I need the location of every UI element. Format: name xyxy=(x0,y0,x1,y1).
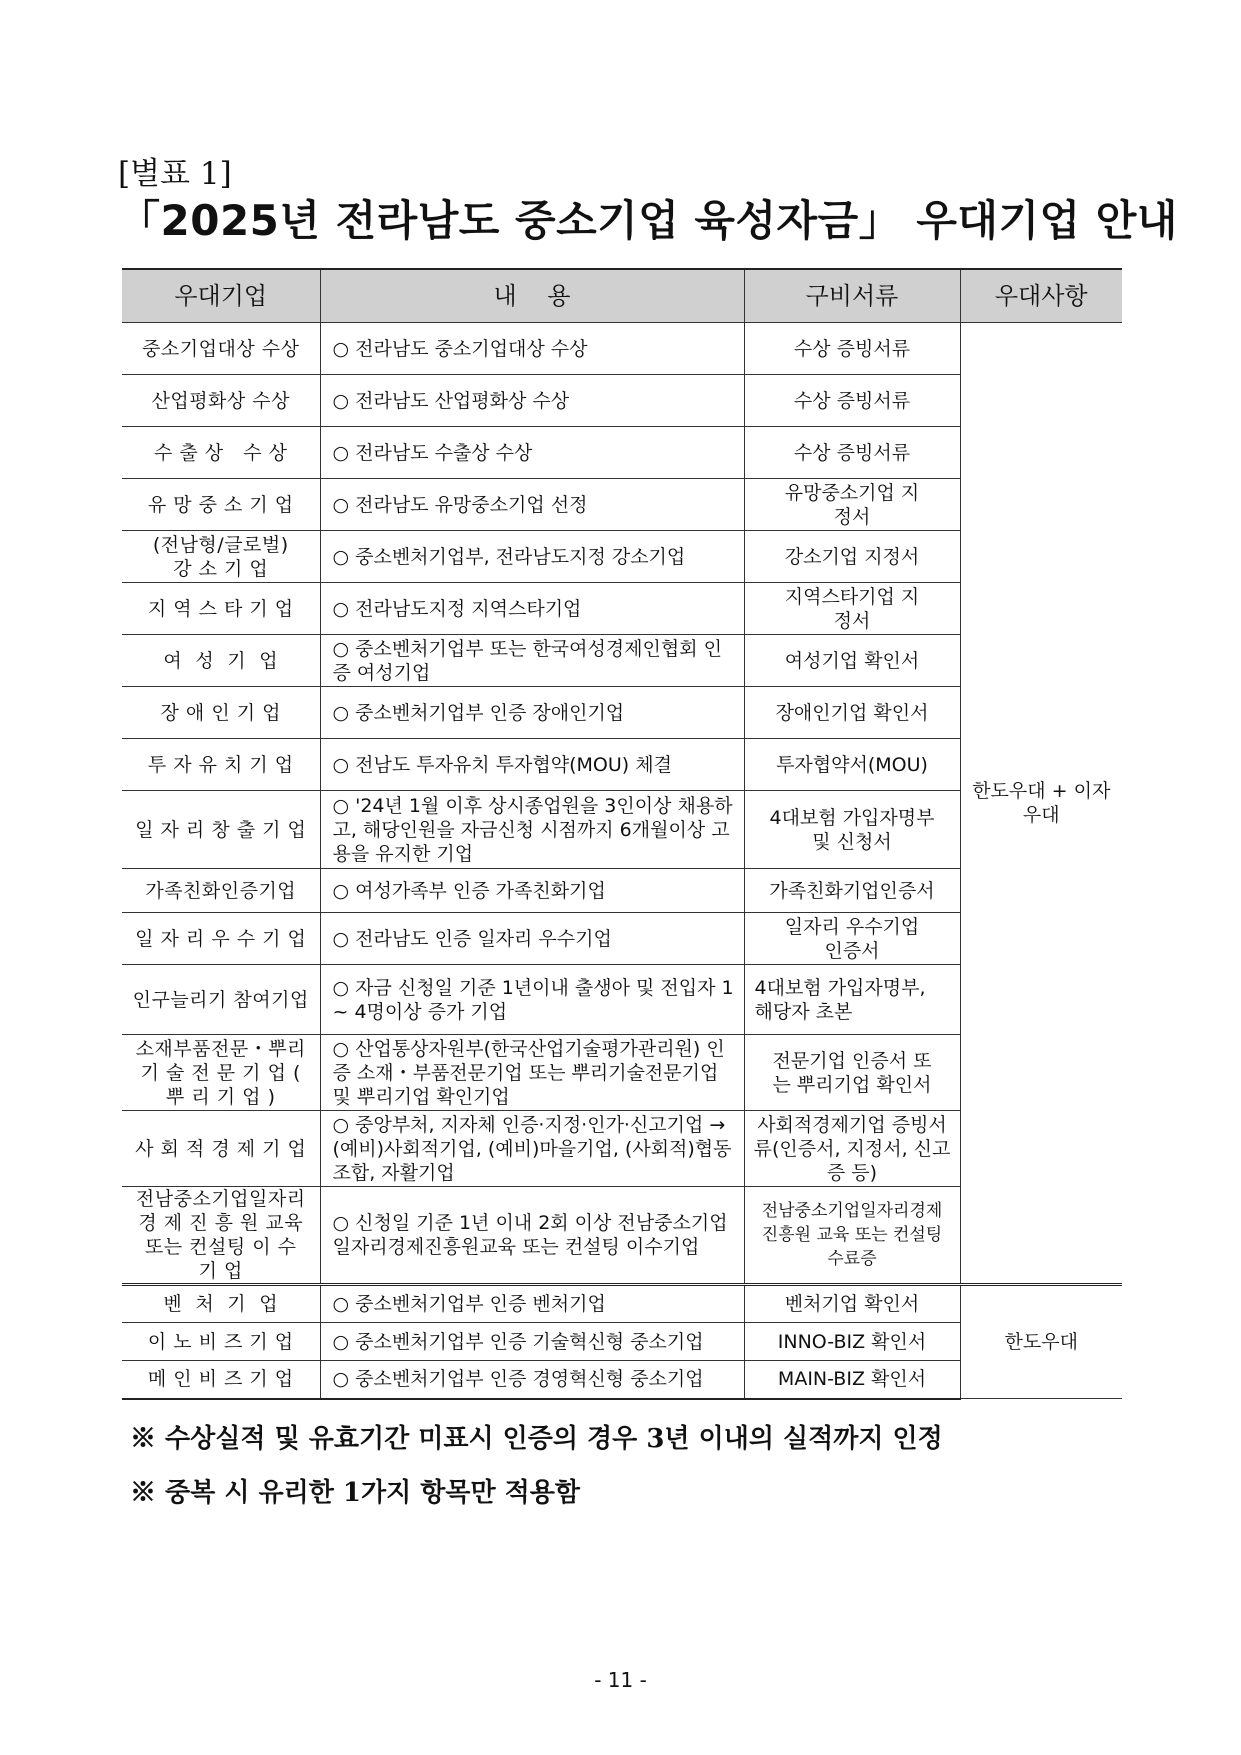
company-cell: 중소기업대상 수상 xyxy=(122,323,320,375)
docs-cell: 수상 증빙서류 xyxy=(744,427,960,479)
content-cell: ○ 중앙부처, 지자체 인증·지정·인가·신고기업 → (예비)사회적기업, (예비)마을기업, (사회적)협동조합, 자활기업 xyxy=(320,1111,744,1187)
company-cell: 유 망 중 소 기 업 xyxy=(122,479,320,531)
content-cell: ○ 신청일 기준 1년 이내 2회 이상 전남중소기업일자리경제진흥원교육 또는 컨설팅 이수기업 xyxy=(320,1187,744,1285)
content-cell: ○ 전남도 투자유치 투자협약(MOU) 체결 xyxy=(320,739,744,791)
docs-cell: 여성기업 확인서 xyxy=(744,635,960,687)
company-cell: 메 인 비 즈 기 업 xyxy=(122,1361,320,1399)
page-title: 「2025년 전라남도 중소기업 육성자금」 우대기업 안내 xyxy=(118,196,1178,245)
docs-cell: 4대보험 가입자명부 및 신청서 xyxy=(744,791,960,869)
company-cell: 이 노 비 즈 기 업 xyxy=(122,1323,320,1361)
column-header-docs: 구비서류 xyxy=(744,269,960,323)
docs-cell: INNO-BIZ 확인서 xyxy=(744,1323,960,1361)
company-cell: 수 출 상 수 상 xyxy=(122,427,320,479)
content-cell: ○ 중소벤처기업부 인증 장애인기업 xyxy=(320,687,744,739)
annex-label: [별표 1] xyxy=(118,156,232,192)
docs-cell: 장애인기업 확인서 xyxy=(744,687,960,739)
table-row xyxy=(122,323,1122,375)
table-header-row xyxy=(122,269,1122,323)
column-header-benefit: 우대사항 xyxy=(960,269,1122,323)
note-duplicate: ※ 중복 시 유리한 1가지 항목만 적용함 xyxy=(130,1478,581,1508)
preferred-company-table xyxy=(122,268,1122,1400)
company-cell: 소재부품전문・뿌리 기 술 전 문 기 업 ( 뿌 리 기 업 ) xyxy=(122,1035,320,1111)
company-cell: 장 애 인 기 업 xyxy=(122,687,320,739)
docs-cell: 일자리 우수기업 인증서 xyxy=(744,913,960,965)
content-cell: ○ 전라남도 중소기업대상 수상 xyxy=(320,323,744,375)
content-cell: ○ 여성가족부 인증 가족친화기업 xyxy=(320,869,744,913)
docs-cell: 강소기업 지정서 xyxy=(744,531,960,583)
docs-cell: 사회적경제기업 증빙서류(인증서, 지정서, 신고증 등) xyxy=(744,1111,960,1187)
docs-cell: 4대보험 가입자명부, 해당자 초본 xyxy=(744,965,960,1035)
docs-cell: 전문기업 인증서 또는 뿌리기업 확인서 xyxy=(744,1035,960,1111)
column-header-content: 내 용 xyxy=(320,269,744,323)
docs-cell: 전남중소기업일자리경제진흥원 교육 또는 컨설팅 수료증 xyxy=(744,1187,960,1285)
docs-cell: 수상 증빙서류 xyxy=(744,323,960,375)
content-cell: ○ 전라남도 수출상 수상 xyxy=(320,427,744,479)
company-cell: 벤 처 기 업 xyxy=(122,1285,320,1323)
content-cell: ○ 자금 신청일 기준 1년이내 출생아 및 전입자 1 ~ 4명이상 증가 기업 xyxy=(320,965,744,1035)
company-cell: 가족친화인증기업 xyxy=(122,869,320,913)
table-row xyxy=(122,1285,1122,1323)
content-cell: ○ '24년 1월 이후 상시종업원을 3인이상 채용하고, 해당인원을 자금신청 시점까지 6개월이상 고용을 유지한 기업 xyxy=(320,791,744,869)
content-cell: ○ 산업통상자원부(한국산업기술평가관리원) 인증 소재・부품전문기업 또는 뿌리기술전문기업 및 뿌리기업 확인기업 xyxy=(320,1035,744,1111)
company-cell: 일 자 리 우 수 기 업 xyxy=(122,913,320,965)
benefit-cell-limit-interest: 한도우대 + 이자우대 xyxy=(960,323,1122,1285)
company-cell: 일 자 리 창 출 기 업 xyxy=(122,791,320,869)
company-cell: 지 역 스 타 기 업 xyxy=(122,583,320,635)
docs-cell: 가족친화기업인증서 xyxy=(744,869,960,913)
content-cell: ○ 전라남도 인증 일자리 우수기업 xyxy=(320,913,744,965)
company-cell: 투 자 유 치 기 업 xyxy=(122,739,320,791)
content-cell: ○ 중소벤처기업부, 전라남도지정 강소기업 xyxy=(320,531,744,583)
content-cell: ○ 전라남도 유망중소기업 선정 xyxy=(320,479,744,531)
benefit-cell-limit: 한도우대 xyxy=(960,1285,1122,1399)
note-award-validity: ※ 수상실적 및 유효기간 미표시 인증의 경우 3년 이내의 실적까지 인정 xyxy=(130,1424,943,1454)
content-cell: ○ 중소벤처기업부 또는 한국여성경제인협회 인증 여성기업 xyxy=(320,635,744,687)
docs-cell: 수상 증빙서류 xyxy=(744,375,960,427)
content-cell: ○ 중소벤처기업부 인증 기술혁신형 중소기업 xyxy=(320,1323,744,1361)
docs-cell: 유망중소기업 지정서 xyxy=(744,479,960,531)
docs-cell: 투자협약서(MOU) xyxy=(744,739,960,791)
page-number: - 11 - xyxy=(594,1668,647,1692)
company-cell: 전남중소기업일자리 경 제 진 흥 원 교육 또는 컨설팅 이 수 기 업 xyxy=(122,1187,320,1285)
content-cell: ○ 전라남도지정 지역스타기업 xyxy=(320,583,744,635)
company-cell: 여 성 기 업 xyxy=(122,635,320,687)
docs-cell: MAIN-BIZ 확인서 xyxy=(744,1361,960,1399)
company-cell: (전남형/글로벌) 강 소 기 업 xyxy=(122,531,320,583)
column-header-company: 우대기업 xyxy=(122,269,320,323)
company-cell: 사 회 적 경 제 기 업 xyxy=(122,1111,320,1187)
docs-cell: 벤처기업 확인서 xyxy=(744,1285,960,1323)
company-cell: 산업평화상 수상 xyxy=(122,375,320,427)
content-cell: ○ 중소벤처기업부 인증 벤처기업 xyxy=(320,1285,744,1323)
content-cell: ○ 전라남도 산업평화상 수상 xyxy=(320,375,744,427)
docs-cell: 지역스타기업 지정서 xyxy=(744,583,960,635)
content-cell: ○ 중소벤처기업부 인증 경영혁신형 중소기업 xyxy=(320,1361,744,1399)
company-cell: 인구늘리기 참여기업 xyxy=(122,965,320,1035)
